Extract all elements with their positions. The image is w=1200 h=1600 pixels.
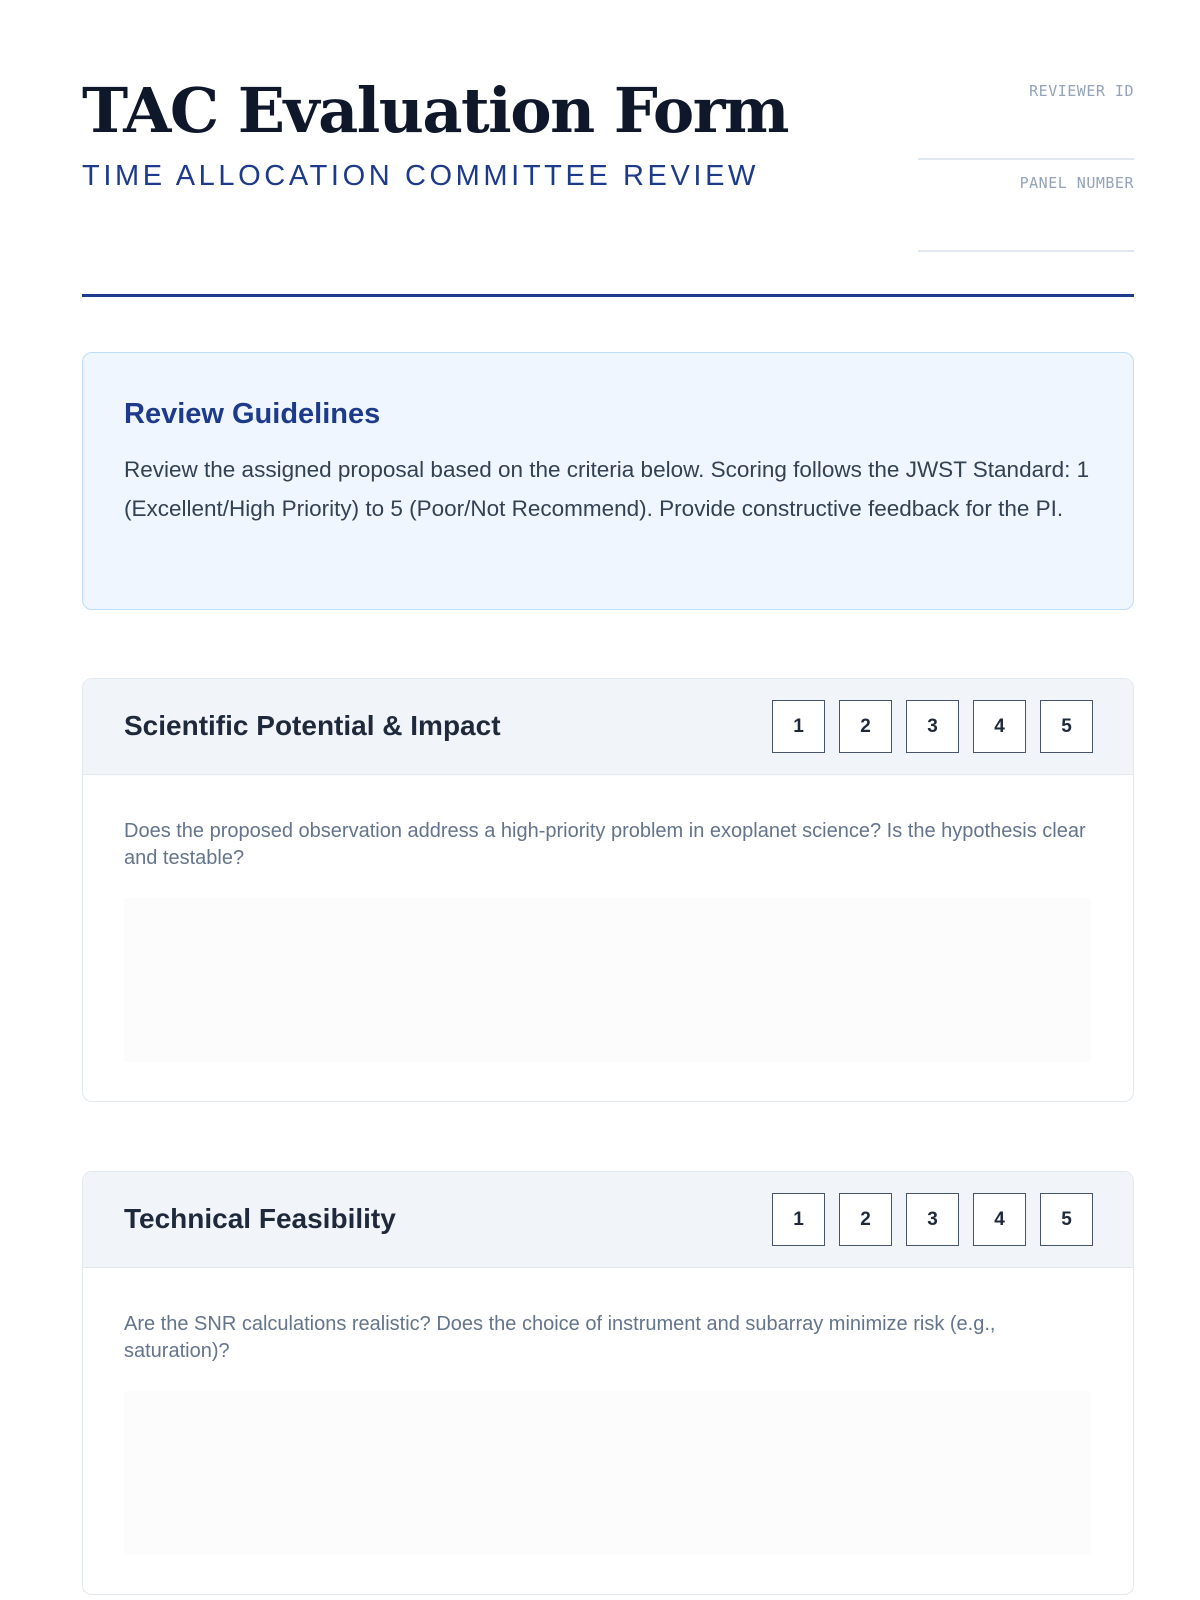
reviewer-id-input-line[interactable] — [918, 158, 1134, 160]
criterion-title: Technical Feasibility — [124, 1203, 396, 1234]
panel-number-label: PANEL NUMBER — [1019, 174, 1134, 192]
panel-number-field[interactable] — [918, 176, 1134, 268]
criterion-title: Scientific Potential & Impact — [124, 710, 501, 741]
guidelines-text: Review the assigned proposal based on the criteria below. Scoring follows the JWST Standard: 1 (Excellent/High Priority) to 5 (Poor/Not Recommend). Provide constructive feedback for the PI. — [124, 456, 1090, 521]
score-option-4[interactable]: 4 — [973, 700, 1026, 753]
reviewer-meta — [918, 84, 1134, 268]
score-option-2[interactable]: 2 — [839, 1193, 892, 1246]
panel-number-input-line[interactable] — [918, 250, 1134, 252]
criterion-header — [83, 679, 1133, 775]
comment-field[interactable] — [124, 898, 1091, 1062]
criterion-scientific-potential — [82, 678, 1134, 1102]
page-title: TAC Evaluation Form — [82, 74, 788, 147]
page-subtitle: TIME ALLOCATION COMMITTEE REVIEW — [82, 160, 759, 192]
score-option-4[interactable]: 4 — [973, 1193, 1026, 1246]
score-selector — [772, 700, 1093, 753]
criterion-body — [83, 775, 1133, 1062]
reviewer-id-field[interactable] — [918, 84, 1134, 176]
criterion-question: Are the SNR calculations realistic? Does the choice of instrument and subarray minimize risk (e.g., saturation)? — [124, 1313, 996, 1362]
score-option-5[interactable]: 5 — [1040, 700, 1093, 753]
score-option-1[interactable]: 1 — [772, 700, 825, 753]
comment-field[interactable] — [124, 1391, 1091, 1555]
reviewer-id-label: REVIEWER ID — [1029, 82, 1134, 100]
score-option-1[interactable]: 1 — [772, 1193, 825, 1246]
criterion-question: Does the proposed observation address a high-priority problem in exoplanet science? Is the hypothesis clear and testable? — [124, 820, 1086, 869]
score-option-2[interactable]: 2 — [839, 700, 892, 753]
score-selector — [772, 1193, 1093, 1246]
score-option-5[interactable]: 5 — [1040, 1193, 1093, 1246]
score-option-3[interactable]: 3 — [906, 700, 959, 753]
review-guidelines — [82, 352, 1134, 610]
evaluation-form — [82, 0, 1134, 1362]
guidelines-heading: Review Guidelines — [124, 398, 381, 430]
score-option-3[interactable]: 3 — [906, 1193, 959, 1246]
form-header — [82, 0, 1134, 297]
criterion-technical-feasibility — [82, 1171, 1134, 1595]
criterion-header — [83, 1172, 1133, 1268]
criterion-body — [83, 1268, 1133, 1555]
